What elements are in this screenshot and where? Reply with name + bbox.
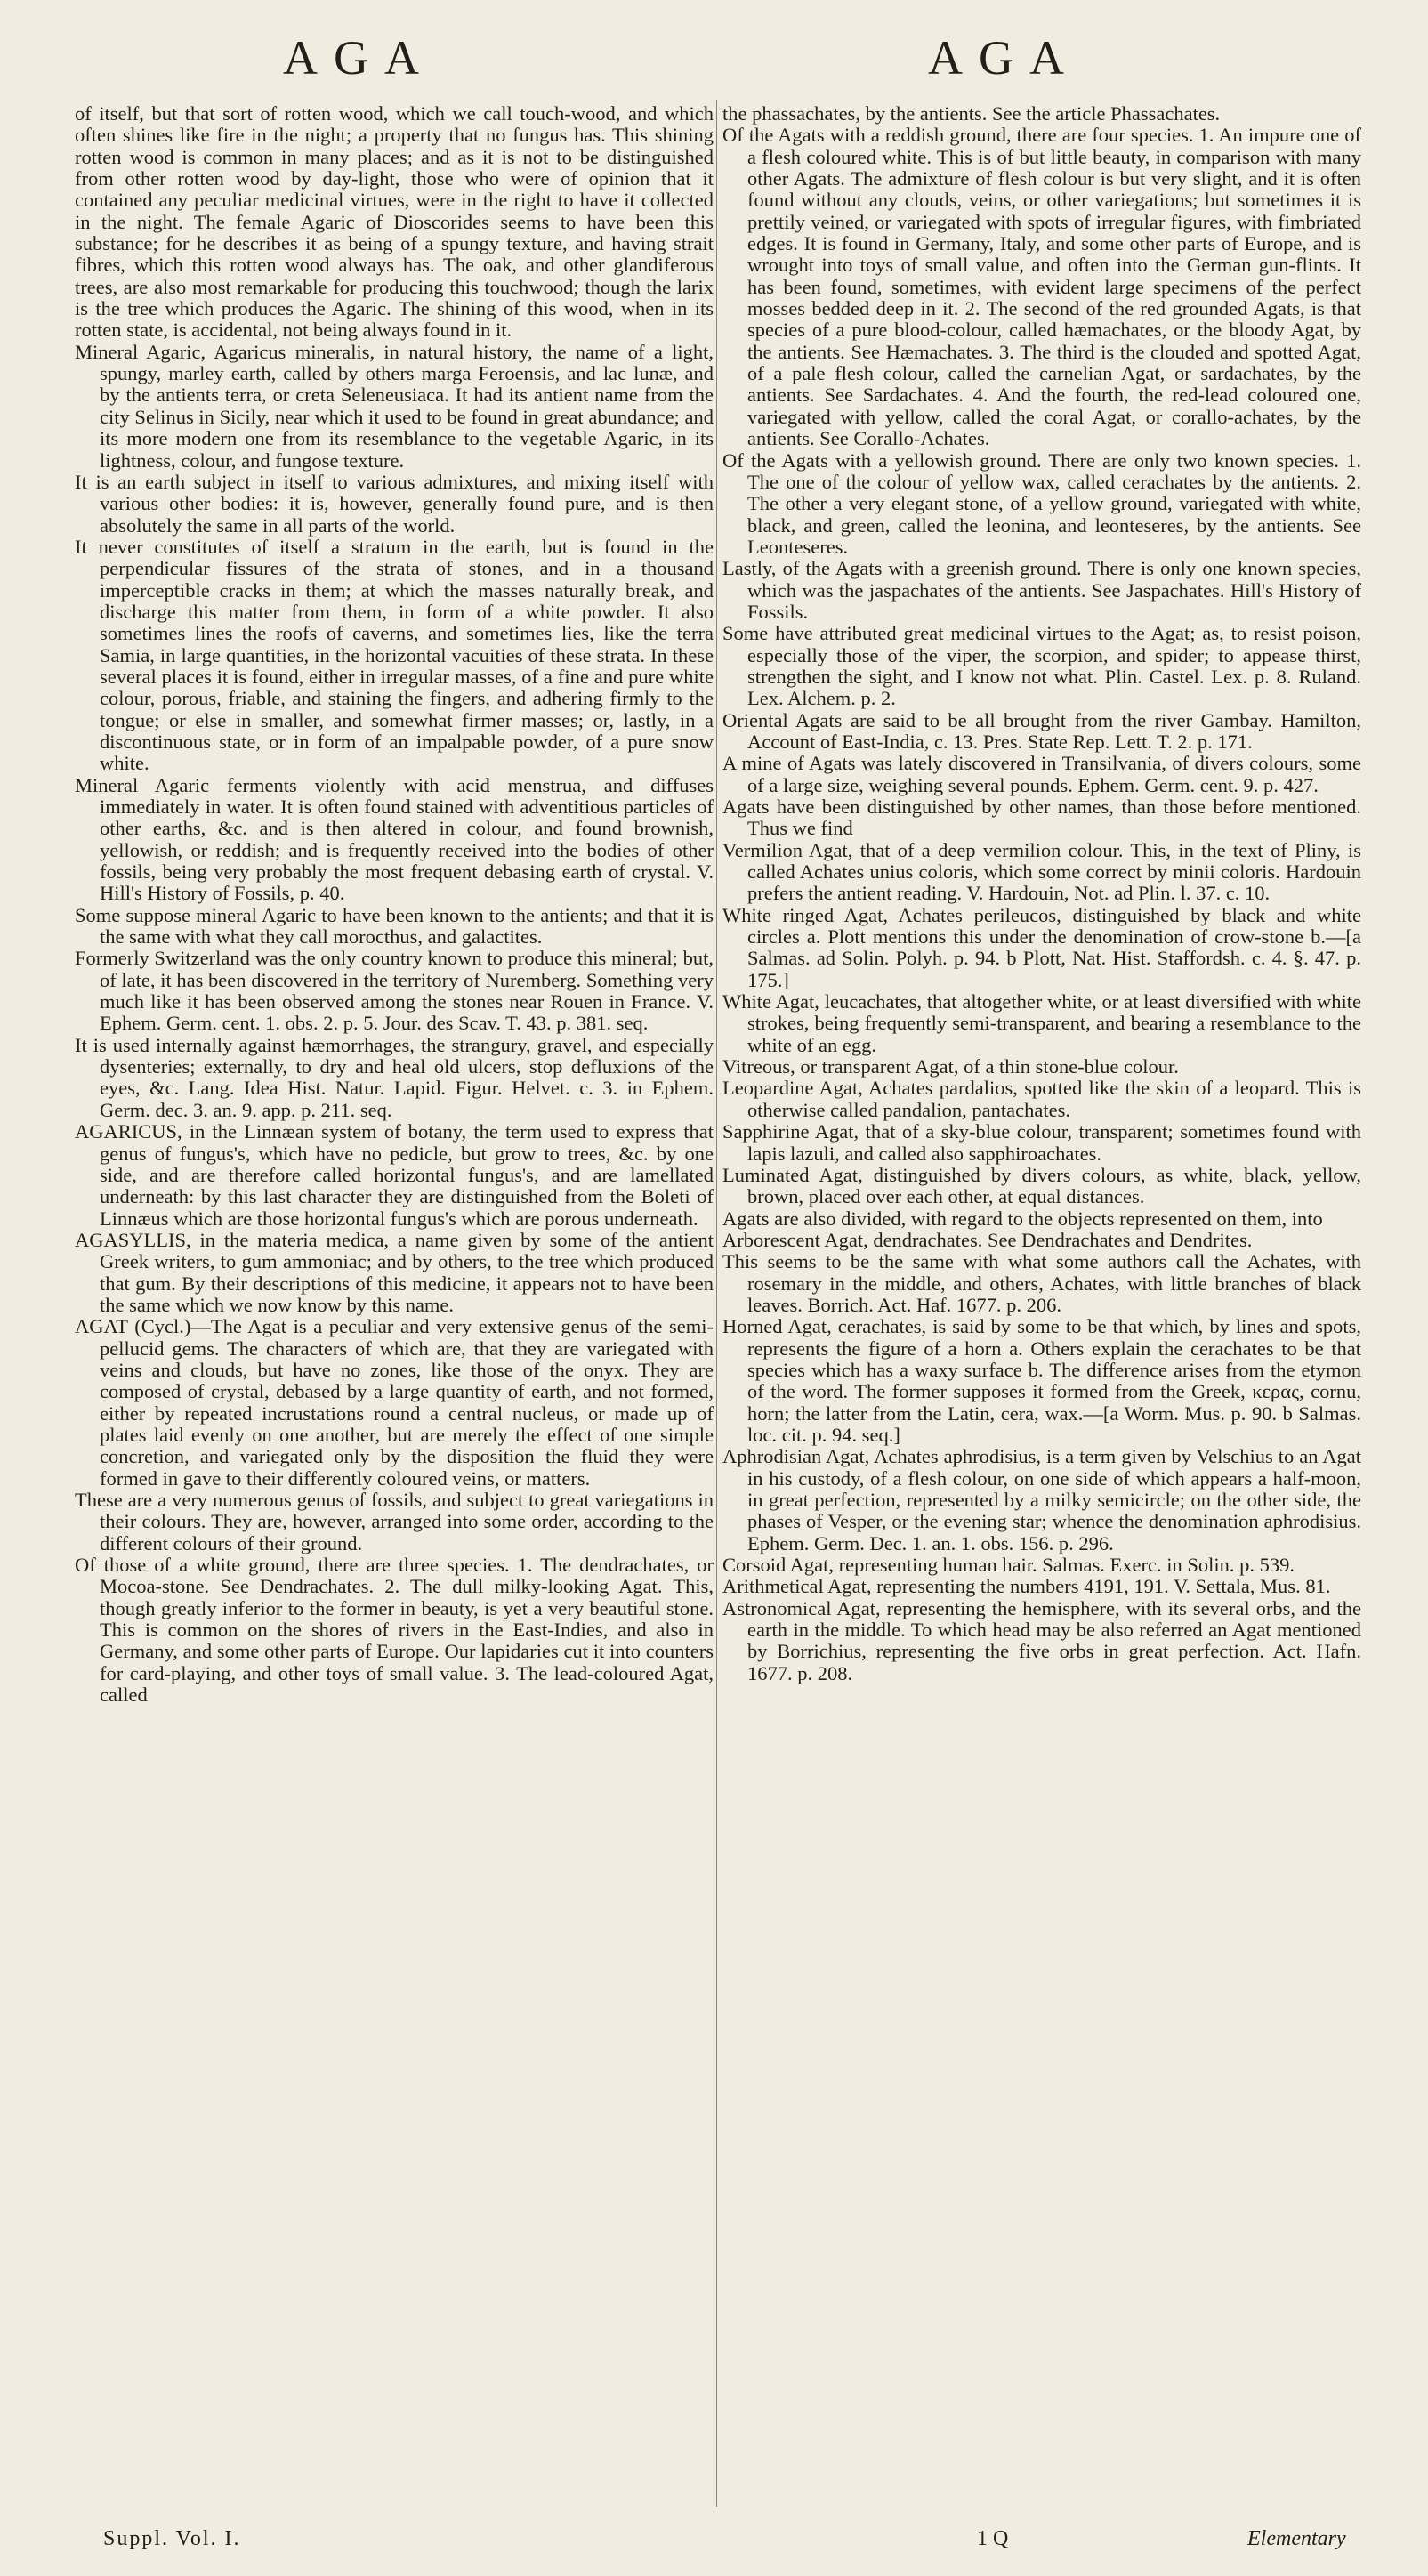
- dictionary-paragraph: Lastly, of the Agats with a greenish ground. There is only one known species, which was the jaspachates of the antients. See Jaspachates. Hill's History of Fossils.: [722, 557, 1361, 623]
- signature-mark: Suppl. Vol. I.: [103, 2527, 241, 2550]
- dictionary-paragraph: Some have attributed great medicinal virtues to the Agat; as, to resist poison, especially those of the viper, the scorpion, and spider; to appease thirst, strengthen the sight, and I know not what. Plin. Castel. Lex. p. 8. Ruland. Lex. Alchem. p. 2.: [722, 622, 1361, 710]
- dictionary-paragraph: Astronomical Agat, representing the hemisphere, with its several orbs, and the earth in the middle. To which head may be also referred an Agat mentioned by Borrichius, representing the five orbs in great perfection. Act. Hafn. 1677. p. 208.: [722, 1596, 1361, 1684]
- dictionary-paragraph: Of the Agats with a reddish ground, there are four species. 1. An impure one of a flesh coloured white. This is of but little beauty, in comparison with many other Agats. The admixture of flesh colour is but very slight, and it is often found without any clouds, veins, or other variegations; but sometimes it is prettily veined, or variegated with spots of irregular figures, with fimbriated edges. It is found in Germany, Italy, and some other parts of Europe, and is wrought into toys of small value, and often into the German gun-flints. It has been found, sometimes, with evident large specimens of the perfect mosses bedded deep in it. 2. The second of the red grounded Agats, is that species of a pure blood-colour, called hæmachates, or the bloody Agat, by the antients. See Hæmachates. 3. The third is the clouded and spotted Agat, of a pale flesh colour, called the carnelian Agat, or sardachates, by the antients. See Sardachates. 4. And the fourth, the red-lead coloured one, variegated with yellow, called the coral Agat, or corallo-achates, by the antients. See Corallo-Achates.: [722, 124, 1361, 450]
- dictionary-paragraph: Aphrodisian Agat, Achates aphrodisius, is a term given by Velschius to an Agat in his custody, of a flesh colour, on one side of which appears a half-moon, in great perfection, represented by a milky semicircle; on the other side, the phases of Vesper, or the evening star; whence the denomination aphrodisius. Ephem. Germ. Dec. 1. an. 1. obs. 156. p. 296.: [722, 1445, 1361, 1554]
- dictionary-paragraph: Oriental Agats are said to be all brought from the river Gambay. Hamilton, Account of East-India, c. 13. Pres. State Rep. Lett. T. 2. p. 171.: [722, 708, 1361, 753]
- dictionary-paragraph: It never constitutes of itself a stratum in the earth, but is found in the perpendicular fissures of the strata of stones, and in a thousand imperceptible cracks in them; at which the masses naturally break, and discharge this matter from them, in form of a white powder. It also sometimes lines the roofs of caverns, and sometimes lies, like the terra Samia, in large quantities, in the horizontal vacuities of these strata. In these several places it is found, either in irregular masses, of a fine and pure white colour, porous, friable, and staining the fingers, and adhering firmly to the tongue; or else in smaller, and somewhat firmer masses; or, lastly, in a discontinuous state, or in form of an impalpable powder, of a pure snow white.: [75, 535, 714, 775]
- dictionary-paragraph: Luminated Agat, distinguished by divers colours, as white, black, yellow, brown, placed over each other, at equal distances.: [722, 1163, 1361, 1208]
- dictionary-paragraph: Leopardine Agat, Achates pardalios, spotted like the skin of a leopard. This is otherwise called pandalion, pantachates.: [722, 1077, 1361, 1121]
- dictionary-paragraph: Agats are also divided, with regard to the objects represented on them, into: [722, 1207, 1323, 1230]
- dictionary-paragraph: This seems to be the same with what some authors call the Achates, with rosemary in the middle, and others, Achates, with little branches of black leaves. Borrich. Act. Haf. 1677. p. 206.: [722, 1250, 1361, 1316]
- dictionary-paragraph: Of the Agats with a yellowish ground. There are only two known species. 1. The one of the colour of yellow wax, called cerachates by the antients. 2. The other a very elegant stone, of a yellow ground, variegated with white, black, and green, called the leonina, and leonteseres, by the antients. See Leonteseres.: [722, 448, 1361, 558]
- dictionary-paragraph: Arborescent Agat, dendrachates. See Dendrachates and Dendrites.: [722, 1228, 1253, 1251]
- dictionary-paragraph: It is used internally against hæmorrhages, the strangury, gravel, and especially dysenteries; externally, to dry and heal old ulcers, stop defluxions of the eyes, &c. Lang. Idea Hist. Natur. Lapid. Figur. Helvet. c. 3. in Ephem. Germ. dec. 3. an. 9. app. p. 211. seq.: [75, 1033, 714, 1121]
- dictionary-paragraph: White Agat, leucachates, that altogether white, or at least diversified with white strokes, being frequently semi-transparent, and bearing a resemblance to the white of an egg.: [722, 990, 1361, 1056]
- dictionary-paragraph: Horned Agat, cerachates, is said by some to be that which, by lines and spots, represents the figure of a horn a. Others explain the cerachates to be that species which has a waxy surface b. The difference arises from the etymon of the word. The former supposes it formed from the Greek, κερας, cornu, horn; the latter from the Latin, cera, wax.—[a Worm. Mus. p. 90. b Salmas. loc. cit. p. 94. seq.]: [722, 1315, 1361, 1446]
- dictionary-paragraph: Agats have been distinguished by other names, than those before mentioned. Thus we find: [722, 795, 1361, 840]
- dictionary-paragraph: White ringed Agat, Achates perileucos, distinguished by black and white circles a. Plott mentions this under the denomination of crow-stone b.—[a Salmas. ad Solin. Polyh. p. 94. b Plott, Nat. Hist. Staffordsh. c. 4. §. 47. p. 175.]: [722, 903, 1361, 991]
- running-head-left: AGA: [283, 31, 435, 85]
- dictionary-paragraph: AGASYLLIS, in the materia medica, a name given by some of the antient Greek writers, to gum ammoniac; and by others, to the tree which produced that gum. By their descriptions of this medicine, it appears not to have been the same which we now know by this name.: [75, 1228, 714, 1316]
- column-divider: [716, 100, 717, 2507]
- running-head-right: AGA: [928, 31, 1080, 85]
- left-column: [75, 103, 714, 1706]
- dictionary-paragraph: Of those of a white ground, there are three species. 1. The dendrachates, or Mocoa-stone. See Dendrachates. 2. The dull milky-looking Agat. This, though greatly inferior to the former in beauty, is yet a very beautiful stone. This is common on the shores of rivers in the East-Indies, and also in Germany, and some other parts of Europe. Our lapidaries cut it into counters for card-playing, and other toys of small value. 3. The lead-coloured Agat, called: [75, 1554, 714, 1707]
- dictionary-paragraph: Arithmetical Agat, representing the numbers 4191, 191. V. Settala, Mus. 81.: [722, 1575, 1331, 1598]
- catchword: Elementary: [1247, 2527, 1346, 2550]
- dictionary-paragraph: Sapphirine Agat, that of a sky-blue colour, transparent; sometimes found with lapis lazuli, and called also sapphiroachates.: [722, 1120, 1361, 1165]
- dictionary-paragraph: Corsoid Agat, representing human hair. Salmas. Exerc. in Solin. p. 539.: [722, 1554, 1295, 1577]
- dictionary-paragraph: AGAT (Cycl.)—The Agat is a peculiar and very extensive genus of the semi-pellucid gems. The characters of which are, that they are variegated with veins and clouds, but have no zones, like those of the onyx. They are composed of crystal, debased by a large quantity of earth, and not formed, either by repeated incrustations round a central nucleus, or made up of plates laid evenly on one another, but are merely the effect of one simple concretion, and variegated only by the disposition the fluid they were formed in gave to their differently coloured veins, or matters.: [75, 1315, 714, 1490]
- dictionary-paragraph: These are a very numerous genus of fossils, and subject to great variegations in their colours. They are, however, arranged into some order, according to the different colours of their ground.: [75, 1489, 714, 1554]
- dictionary-paragraph: AGARICUS, in the Linnæan system of botany, the term used to express that genus of fungus's, which have no pedicle, but grow to trees, &c. by one side, and are therefore called horizontal fungus's, and are lamellated underneath: by this last character they are distinguished from the Boleti of Linnæus which are those horizontal fungus's which are porous underneath.: [75, 1120, 714, 1230]
- dictionary-paragraph: A mine of Agats was lately discovered in Transilvania, of divers colours, some of a large size, weighing several pounds. Ephem. Germ. cent. 9. p. 427.: [722, 752, 1361, 796]
- gathering-mark: 1 Q: [977, 2527, 1009, 2550]
- dictionary-paragraph: Mineral Agaric, Agaricus mineralis, in natural history, the name of a light, spungy, marley earth, called by others marga Feroensis, and lac lunæ, and by the antients terra, or creta Seleneusiaca. It had its antient name from the city Selinus in Sicily, near which it used to be found in great abundance; and its more modern one from its resemblance to the vegetable Agaric, in its lightness, colour, and fungose texture.: [75, 340, 714, 472]
- dictionary-paragraph: Vermilion Agat, that of a deep vermilion colour. This, in the text of Pliny, is called Achates unius coloris, which some correct by minii coloris. Hardouin prefers the antient reading. V. Hardouin, Not. ad Plin. l. 37. c. 10.: [722, 838, 1361, 905]
- dictionary-paragraph: It is an earth subject in itself to various admixtures, and mixing itself with various other bodies: it is, however, generally found pure, and is then absolutely the same in all parts of the world.: [75, 470, 714, 537]
- dictionary-paragraph: Vitreous, or transparent Agat, of a thin stone-blue colour.: [722, 1055, 1179, 1078]
- dictionary-paragraph: Some suppose mineral Agaric to have been known to the antients; and that it is the same with what they call morocthus, and galactites.: [75, 903, 714, 949]
- dictionary-paragraph: Formerly Switzerland was the only country known to produce this mineral; but, of late, it has been discovered in the territory of Nuremberg. Something very much like it has been observed among the stones near Rouen in France. V. Ephem. Germ. cent. 1. obs. 2. p. 5. Jour. des Scav. T. 43. p. 381. seq.: [75, 947, 714, 1035]
- dictionary-paragraph: of itself, but that sort of rotten wood, which we call touch-wood, and which often shines like fire in the night; a property that no fungus has. This shining rotten wood is common in many places; and as it is not to be distinguished from other rotten wood by day-light, those who were of opinion that it contained any peculiar medicinal virtues, were in the right to have it collected in the night. The female Agaric of Dioscorides seems to have been this substance; for he describes it as being of a spungy texture, and having strait fibres, which this rotten wood always has. The oak, and other glandiferous trees, are also most remarkable for producing this touchwood; though the larix is the tree which produces the Agaric. The shining of this wood, when in its rotten state, is accidental, not being always found in it.: [75, 102, 714, 342]
- dictionary-paragraph: Mineral Agaric ferments violently with acid menstrua, and diffuses immediately in water. It is often found stained with adventitious particles of other earths, &c. and is then altered in colour, and found brownish, yellowish, or reddish; and is frequently received into the bodies of other fossils, being very probably the most frequent debasing earth of crystal. V. Hill's History of Fossils, p. 40.: [75, 773, 714, 905]
- right-column: [722, 103, 1361, 1684]
- dictionary-paragraph: the phassachates, by the antients. See the article Phassachates.: [722, 102, 1221, 125]
